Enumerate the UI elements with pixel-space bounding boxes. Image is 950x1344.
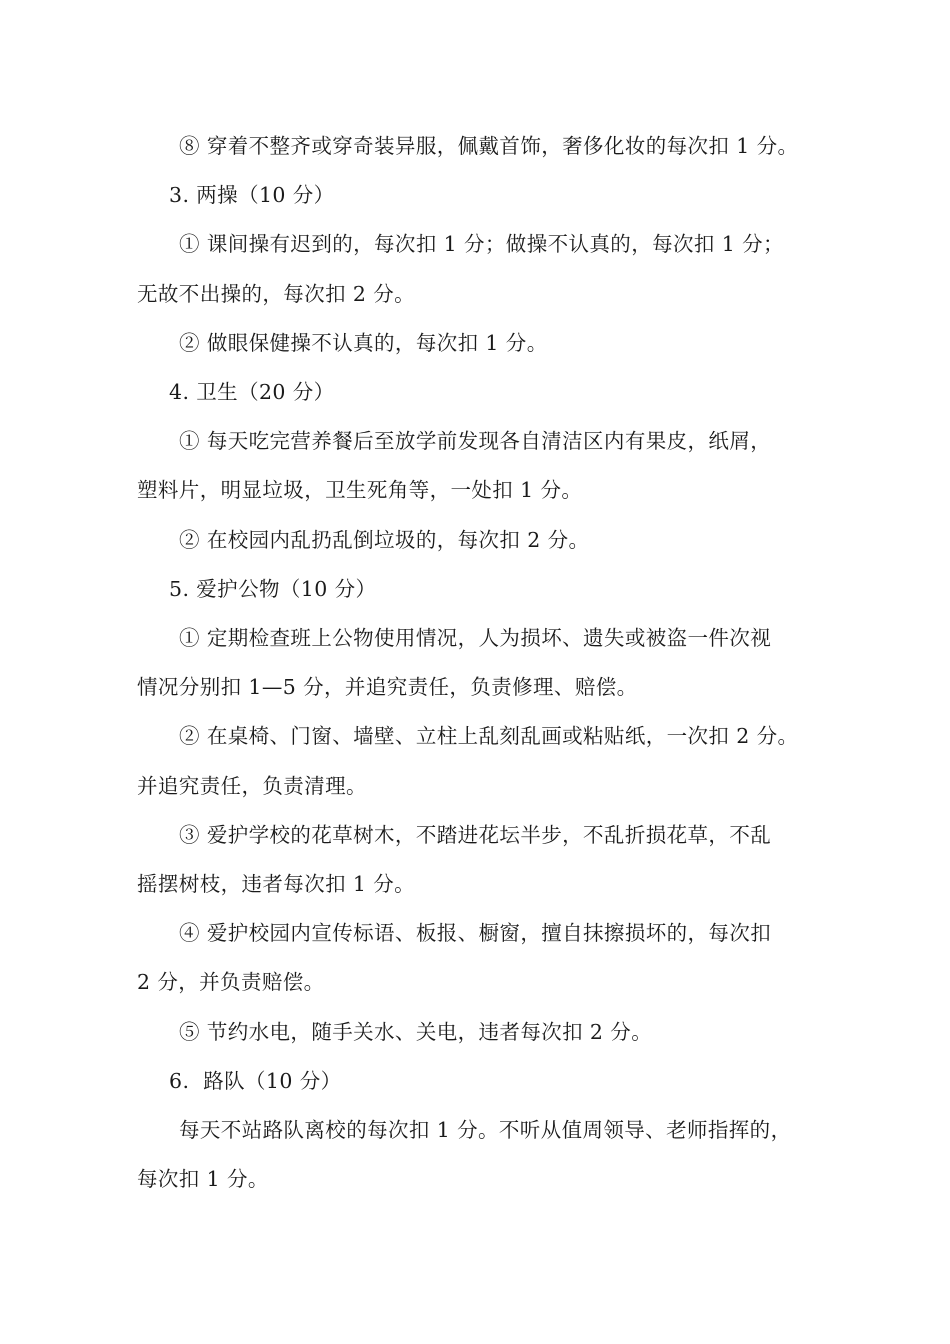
rule-item-1 bbox=[137, 417, 827, 515]
rule-item-2 bbox=[137, 319, 827, 368]
text-line: ① 课间操有迟到的，每次扣 1 分；做操不认真的，每次扣 1 分； bbox=[179, 232, 784, 257]
text-line: 情况分别扣 1—5 分，并追究责任，负责修理、赔偿。 bbox=[137, 675, 638, 700]
text-line: 并追究责任，负责清理。 bbox=[137, 773, 367, 798]
rule-paragraph bbox=[137, 1106, 827, 1204]
text-line: ④ 爱护校园内宣传标语、板报、橱窗，擅自抹擦损坏的，每次扣 bbox=[179, 921, 772, 946]
text-line: ① 定期检查班上公物使用情况，人为损坏、遗失或被盗一件次视 bbox=[179, 626, 772, 651]
text-line: ① 每天吃完营养餐后至放学前发现各自清洁区内有果皮，纸屑， bbox=[179, 429, 772, 454]
section-heading-4: 4. 卫生（20 分） bbox=[169, 380, 335, 405]
rule-item-2 bbox=[137, 712, 827, 810]
rule-item-1 bbox=[137, 220, 827, 318]
rule-item-1 bbox=[137, 614, 827, 712]
section-heading-5: 5. 爱护公物（10 分） bbox=[169, 576, 377, 601]
rule-item-4 bbox=[137, 909, 827, 1007]
section-heading-3: 3. 两操（10 分） bbox=[169, 183, 335, 208]
text-line: ⑧ 穿着不整齐或穿奇装异服，佩戴首饰，奢侈化妆的每次扣 1 分。 bbox=[179, 134, 799, 158]
rule-item-8 bbox=[137, 122, 827, 171]
document-body bbox=[137, 122, 827, 1204]
rule-item-2 bbox=[137, 516, 827, 565]
text-line: ② 在桌椅、门窗、墙壁、立柱上乱刻乱画或粘贴纸，一次扣 2 分。 bbox=[179, 724, 799, 749]
section-heading-6: 6. 路队（10 分） bbox=[169, 1068, 342, 1093]
text-line: ② 在校园内乱扔乱倒垃圾的，每次扣 2 分。 bbox=[179, 527, 590, 552]
text-line: 塑料片，明显垃圾，卫生死角等，一处扣 1 分。 bbox=[137, 478, 583, 503]
text-line: 无故不出操的，每次扣 2 分。 bbox=[137, 281, 416, 306]
text-line: 每天不站路队离校的每次扣 1 分。不听从值周领导、老师指挥的， bbox=[179, 1118, 792, 1143]
text-line: 摇摆树枝，违者每次扣 1 分。 bbox=[137, 872, 416, 897]
text-line: ⑤ 节约水电，随手关水、关电，违者每次扣 2 分。 bbox=[179, 1019, 653, 1044]
text-line: 2 分，并负责赔偿。 bbox=[137, 970, 325, 995]
rule-item-3 bbox=[137, 811, 827, 909]
text-line: ② 做眼保健操不认真的，每次扣 1 分。 bbox=[179, 330, 548, 355]
text-line: 每次扣 1 分。 bbox=[137, 1167, 269, 1192]
text-line: ③ 爱护学校的花草树木，不踏进花坛半步，不乱折损花草，不乱 bbox=[179, 822, 772, 847]
rule-item-5 bbox=[137, 1008, 827, 1057]
